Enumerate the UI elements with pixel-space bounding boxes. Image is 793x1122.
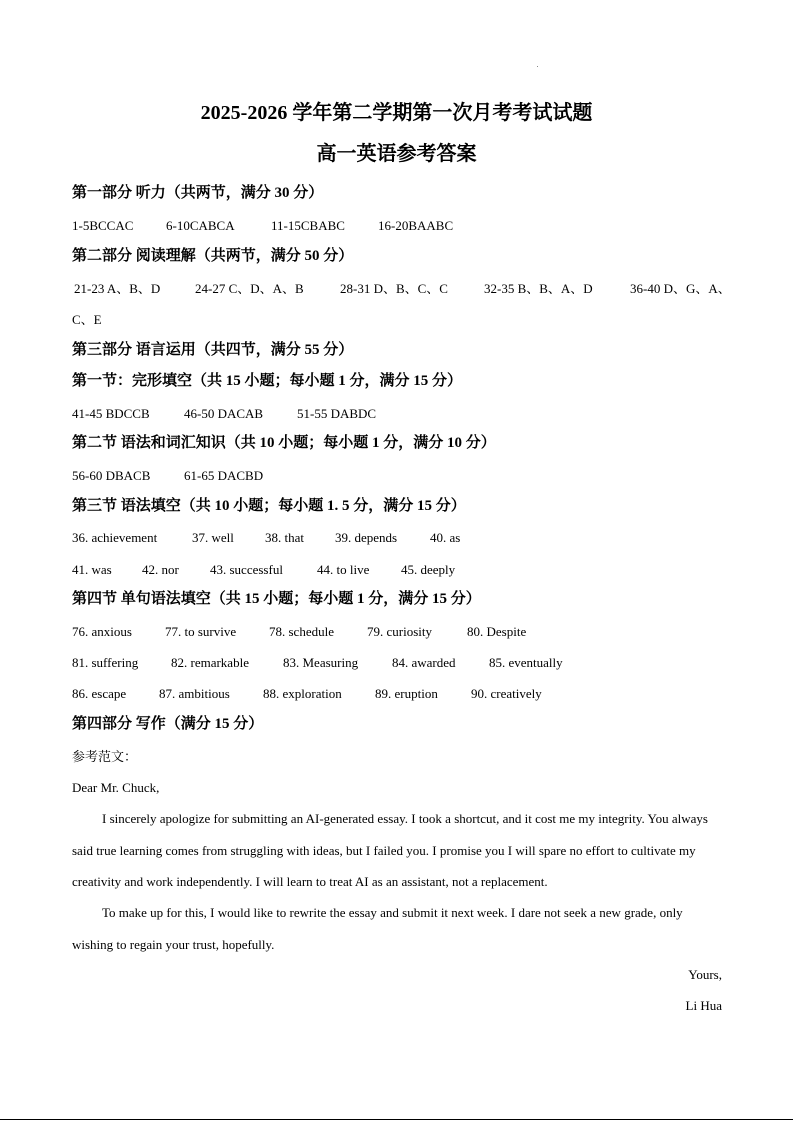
sample-essay-label: 参考范文：	[72, 749, 138, 764]
answer-item: 83. Measuring	[283, 655, 359, 670]
answer-group: 36-40 D、G、A、	[630, 281, 731, 296]
section2-heading: 第二节 语法和词汇知识（共 10 小题；每小题 1 分，满分 10 分）	[72, 435, 496, 451]
answer-group: 41-45 BDCCB	[72, 406, 150, 421]
section3-heading: 第三节 语法填空（共 10 小题；每小题 1. 5 分，满分 15 分）	[72, 498, 466, 514]
section4-heading: 第四节 单句语法填空（共 15 小题；每小题 1 分，满分 15 分）	[72, 591, 481, 607]
answer-item: 82. remarkable	[171, 655, 249, 670]
answer-item: 90. creatively	[471, 686, 542, 701]
answer-item: 37. well	[192, 530, 234, 545]
answer-item: 88. exploration	[263, 686, 342, 701]
answer-item: 39. depends	[335, 530, 398, 545]
document-title: 2025-2026 学年第二学期第一次月考考试试题	[200, 102, 593, 124]
answer-item: 84. awarded	[392, 655, 456, 670]
answer-group: 28-31 D、B、C、C	[340, 281, 448, 296]
section1-answers	[72, 405, 376, 423]
section4-answers-row2	[72, 654, 563, 672]
answer-item: 86. escape	[72, 686, 127, 701]
letter-signature: Li Hua	[685, 998, 722, 1013]
answer-item: 44. to live	[317, 562, 370, 577]
answer-group: 6-10CABCA	[166, 218, 235, 233]
answer-item: 42. nor	[142, 562, 179, 577]
scan-dot	[537, 66, 538, 67]
part3-heading: 第三部分 语言运用（共四节，满分 55 分）	[72, 342, 354, 358]
paragraph-text: I sincerely apologize for submitting an AI-generated essay. I took a shortcut, and it cost me my integrity. You always said true learning comes from struggling with ideas, but I failed you. I promise you I will spare no effort to cultivate my creativity and work independently. I will learn to treat AI as an assistant, not a replacement.	[72, 811, 708, 889]
document-subtitle: 高一英语参考答案	[316, 143, 477, 165]
answer-group: 1-5BCCAC	[72, 218, 134, 233]
part4-heading: 第四部分 写作（满分 15 分）	[72, 716, 264, 732]
answer-group: 51-55 DABDC	[297, 406, 377, 421]
answer-item: 38. that	[265, 530, 304, 545]
answer-group: 46-50 DACAB	[184, 406, 264, 421]
section1-heading: 第一节：完形填空（共 15 小题；每小题 1 分，满分 15 分）	[72, 373, 463, 389]
part1-answers	[72, 217, 453, 235]
answer-group: 56-60 DBACB	[72, 468, 151, 483]
answer-group: 11-15CBABC	[271, 218, 345, 233]
answer-item: 76. anxious	[72, 624, 132, 639]
section3-answers-row1	[72, 529, 460, 547]
answer-item: 43. successful	[210, 562, 283, 577]
answer-group: 21-23 A、B、D	[74, 281, 161, 296]
letter-paragraph-2	[72, 897, 725, 960]
bottom-divider	[0, 1119, 793, 1120]
section4-answers-row1	[72, 623, 526, 641]
answer-item: 40. as	[430, 530, 461, 545]
part1-heading: 第一部分 听力（共两节，满分 30 分）	[72, 185, 324, 201]
answer-group: 32-35 B、B、A、D	[484, 281, 593, 296]
answer-item: 78. schedule	[269, 624, 334, 639]
answer-group: 16-20BAABC	[378, 218, 454, 233]
paragraph-text: To make up for this, I would like to rewrite the essay and submit it next week. I dare not seek a new grade, only wishing to regain your trust, hopefully.	[72, 905, 683, 952]
answer-item: 85. eventually	[489, 655, 563, 670]
section2-answers	[72, 467, 263, 485]
letter-closing: Yours,	[688, 967, 722, 982]
answer-item: 45. deeply	[401, 562, 456, 577]
answer-item: 36. achievement	[72, 530, 158, 545]
answer-item: 81. suffering	[72, 655, 139, 670]
part2-heading: 第二部分 阅读理解（共两节，满分 50 分）	[72, 248, 354, 264]
letter-paragraph-1	[72, 803, 725, 898]
part2-answers	[74, 280, 731, 298]
answer-item: 41. was	[72, 562, 112, 577]
part2-answers-continued: C、E	[72, 312, 102, 327]
section4-answers-row3	[72, 685, 542, 703]
answer-item: 89. eruption	[375, 686, 438, 701]
answer-item: 77. to survive	[165, 624, 237, 639]
letter-greeting: Dear Mr. Chuck,	[72, 780, 160, 795]
section3-answers-row2	[72, 561, 455, 579]
answer-group: 61-65 DACBD	[184, 468, 264, 483]
answer-item: 87. ambitious	[159, 686, 230, 701]
answer-group: 24-27 C、D、A、B	[195, 281, 304, 296]
answer-item: 80. Despite	[467, 624, 527, 639]
answer-item: 79. curiosity	[367, 624, 432, 639]
